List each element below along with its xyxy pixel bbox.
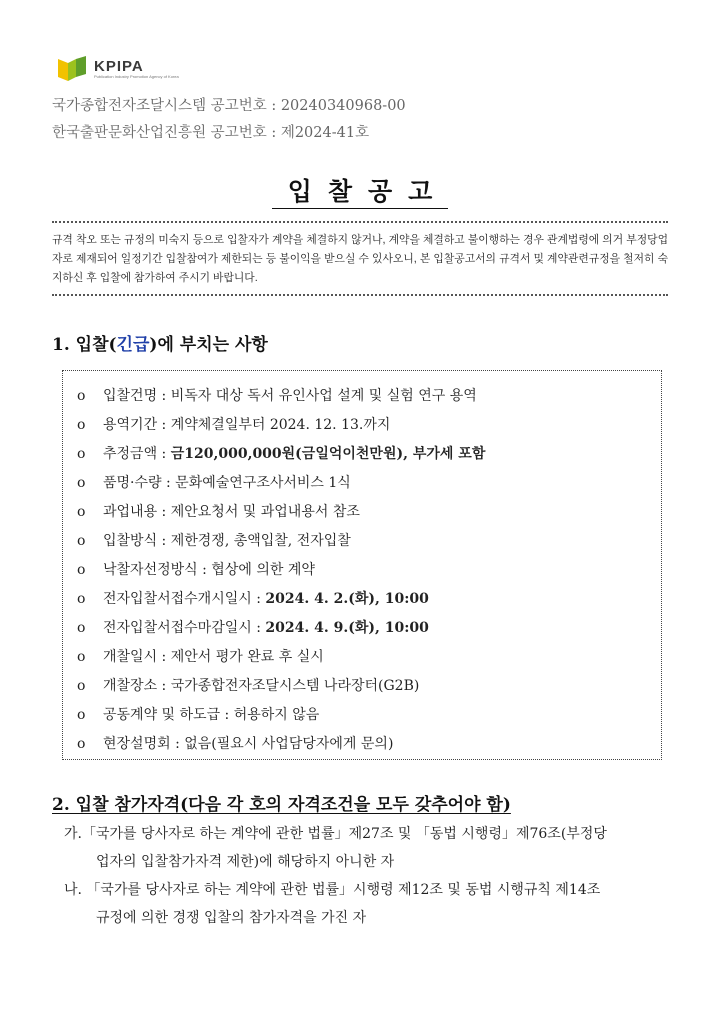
intro-warning: 규격 착오 또는 규정의 미숙지 등으로 입찰자가 계약을 체결하지 않거나, 계약을 체결하고 불이행하는 경우 관계법령에 의거 부정당업자로 제재되어 일정기간 입찰참여가 제한되는 등 불이익을 받으실 수 있사오니, 본 입찰공고서의 규격서 및 계약관련규정을 철저히 숙지하신 후 입찰에 참가하여 주시기 바랍니다. xyxy=(52,234,668,284)
section2-title: 2. 입찰 참가자격(다음 각 호의 자격조건을 모두 갖추어야 함) xyxy=(52,795,511,815)
list-item: ο 전자입찰서접수마감일시 : 2024. 4. 9.(화), 10:00 xyxy=(77,620,429,636)
page-title xyxy=(0,172,720,208)
eligibility-ga-line1: 가.「국가를 당사자로 하는 계약에 관한 법률」제27조 및 「동법 시행령」제76조(부정당 xyxy=(64,826,607,842)
logo-subtitle: Publication Industry Promotion Agency of Korea xyxy=(94,74,179,79)
list-item: ο 추정금액 : 금120,000,000원(금일억이천만원), 부가세 포함 xyxy=(77,446,486,462)
urgent-label: 긴급 xyxy=(116,335,150,355)
eligibility-na-line1: 나. 「국가를 당사자로 하는 계약에 관한 법률」시행령 제12조 및 동법 시행규칙 제14조 xyxy=(64,882,601,898)
list-item: ο 품명·수량 : 문화예술연구조사서비스 1식 xyxy=(77,475,351,491)
bid-open-datetime: 2024. 4. 2.(화), 10:00 xyxy=(265,591,429,607)
bid-close-datetime: 2024. 4. 9.(화), 10:00 xyxy=(265,620,429,636)
logo-name: KPIPA xyxy=(94,58,144,75)
g2b-notice-number: 국가종합전자조달시스템 공고번호 : 20240340968-00 xyxy=(52,98,406,114)
list-item: ο 낙찰자선정방식 : 협상에 의한 계약 xyxy=(77,562,315,578)
list-item: ο 용역기간 : 계약체결일부터 2024. 12. 13.까지 xyxy=(77,417,391,433)
list-item: ο 입찰건명 : 비독자 대상 독서 유인사업 설계 및 실험 연구 용역 xyxy=(77,388,477,404)
list-item: ο 전자입찰서접수개시일시 : 2024. 4. 2.(화), 10:00 xyxy=(77,591,429,607)
estimated-amount: 금120,000,000원(금일억이천만원), 부가세 포함 xyxy=(170,446,486,462)
dotted-divider-bottom xyxy=(52,294,668,296)
kpipa-logo-icon xyxy=(56,55,90,83)
page-title-text: 입찰공고 xyxy=(272,177,449,209)
kpipa-logo xyxy=(56,55,196,85)
list-item: ο 개찰일시 : 제안서 평가 완료 후 실시 xyxy=(77,649,324,665)
list-item: ο 공동계약 및 하도급 : 허용하지 않음 xyxy=(77,707,320,723)
list-item: ο 현장설명회 : 없음(필요시 사업담당자에게 문의) xyxy=(77,736,394,752)
eligibility-ga-line2: 업자의 입찰참가자격 제한)에 해당하지 아니한 자 xyxy=(96,854,395,870)
list-item: ο 개찰장소 : 국가종합전자조달시스템 나라장터(G2B) xyxy=(77,678,420,694)
agency-notice-number: 한국출판문화산업진흥원 공고번호 : 제2024-41호 xyxy=(52,125,370,141)
eligibility-na-line2: 규정에 의한 경쟁 입찰의 참가자격을 가진 자 xyxy=(96,910,367,926)
list-item: ο 과업내용 : 제안요청서 및 과업내용서 참조 xyxy=(77,504,360,520)
bid-details-box xyxy=(62,370,662,760)
section1-title: 1. 입찰(긴급)에 부치는 사항 xyxy=(52,335,268,355)
dotted-divider-top xyxy=(52,221,668,223)
list-item: ο 입찰방식 : 제한경쟁, 총액입찰, 전자입찰 xyxy=(77,533,351,549)
